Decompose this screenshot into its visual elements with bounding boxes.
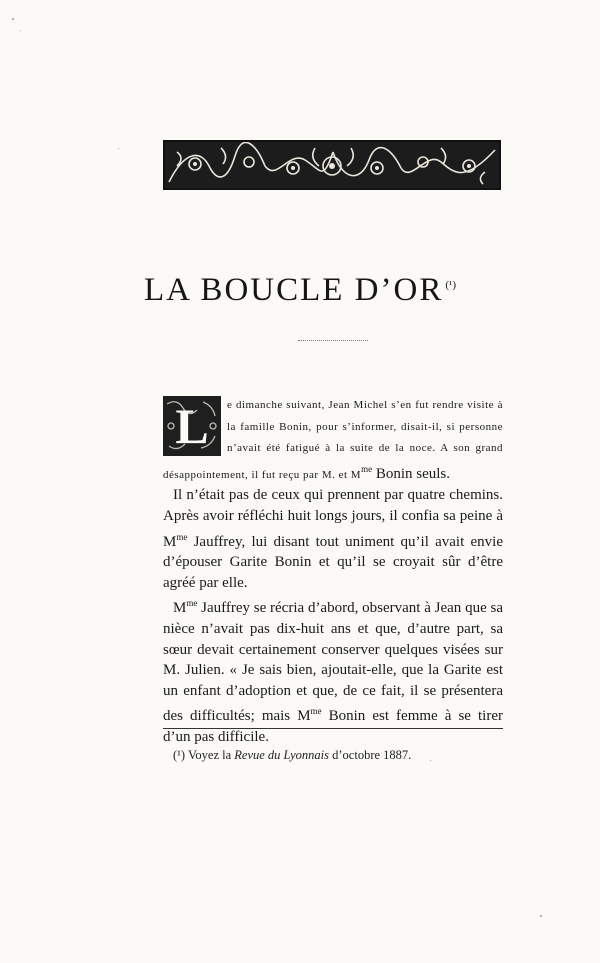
footnote-journal: Revue du Lyonnais <box>234 748 330 762</box>
paragraph-2 <box>163 485 503 593</box>
p2-sup: me <box>176 531 188 542</box>
p3-sup1: me <box>186 598 198 609</box>
p3-b: Jauffrey se récria d’abord, observant à Jean que sa nièce n’avait pas dix-huit ans et que, d’autre part, sa sœur devait certainement conserver quelques visées sur M. Julien. « Je sais bien, ajoutait-elle, que la Garite est un enfant d’adoption et que, de ce fait, il se présentera des difficultés; mais M <box>163 600 503 725</box>
dropcap-letter: L <box>175 398 209 454</box>
p3-c: Bonin est femme à se tirer d’un pas difficile. <box>163 708 503 745</box>
title-note-marker: (¹) <box>445 279 456 291</box>
chapter-title-text: LA BOUCLE D’OR <box>144 272 444 308</box>
p1-sup: me <box>361 463 373 474</box>
footnote-rule <box>163 728 503 729</box>
p1-start: e dimanche suivant, Jean Michel s’en fut rendre visite à la famille Bonin, pour s’informer, disait-il, si personne n’avait été fatigué à la suite de la noce. A son grand désappointement, il fut reçu par M. et M <box>163 399 503 481</box>
body-text <box>163 394 503 748</box>
footnote-text-after: d’octobre 1887. <box>329 748 412 762</box>
foliage-ornament-icon <box>165 142 499 188</box>
p3-a: M <box>173 600 187 617</box>
p3-sup2: me <box>310 706 322 717</box>
ornamental-headpiece <box>163 140 501 190</box>
paragraph-1 <box>163 394 503 485</box>
p2-end: Jauffrey, lui disant tout uniment qu’il avait envie d’épouser Garite Bonin et qu’il se croyait sûr d’être agréé par elle. <box>163 533 503 591</box>
footnote <box>173 748 503 763</box>
footnote-marker: (¹) <box>173 748 186 762</box>
paragraph-3 <box>163 593 503 747</box>
p1-end: Bonin seuls. <box>372 465 451 482</box>
title-separator <box>298 340 368 341</box>
dropcap-ornament <box>163 396 221 456</box>
footnote-text-before: Voyez la <box>185 748 235 762</box>
chapter-title <box>0 272 600 309</box>
p2-start: Il n’était pas de ceux qui prennent par quatre chemins. Après avoir réfléchi huit longs jours, il confia sa peine à M <box>163 487 503 550</box>
